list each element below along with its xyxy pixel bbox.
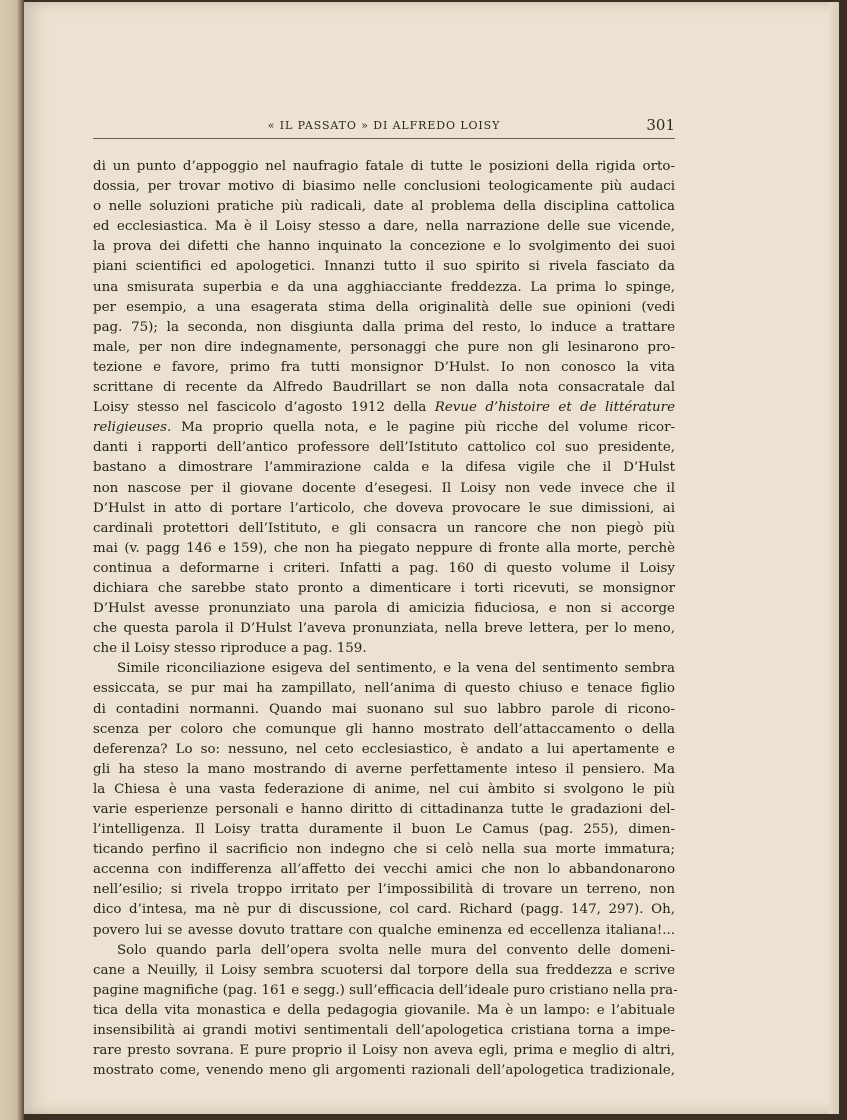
- text-line: [93, 398, 675, 418]
- text-line: [93, 499, 675, 519]
- text-line-content: povero lui se avesse dovuto trattare con qualche eminenza ed eccellenza italiana!...: [93, 922, 675, 938]
- text-line: [93, 1021, 675, 1041]
- body-text: [93, 157, 678, 1081]
- text-line-content: o nelle soluzioni pratiche più radicali, date al problema della disciplina cattolica: [93, 199, 675, 215]
- text-line: [93, 740, 675, 760]
- text-line: [93, 237, 675, 257]
- text-line: [93, 338, 675, 358]
- text-line-content: di contadini normanni. Quando mai suonano sul suo labbro parole di ricono-: [93, 701, 675, 717]
- text-line-content: tezione e favore, primo fra tutti monsignor D’Hulst. Io non conosco la vita: [93, 359, 675, 375]
- text-line: [93, 820, 675, 840]
- text-line: [93, 619, 675, 639]
- text-line-content: che questa parola il D’Hulst l’aveva pronunziata, nella breve lettera, per lo meno,: [93, 621, 675, 637]
- text-line: [93, 438, 675, 458]
- text-line-content: essiccata, se pur mai ha zampillato, nell’anima di questo chiuso e tenace figlio: [93, 681, 675, 697]
- text-line-content: di un punto d’appoggio nel naufragio fatale di tutte le posizioni della rigida orto-: [93, 159, 675, 174]
- text-line-content: Loisy stesso nel fascicolo d’agosto 1912 della: [93, 400, 435, 416]
- text-line: [93, 177, 675, 197]
- text-line-content: nell’esilio; si rivela troppo irritato per l’impossibilità di trovare un terreno, non: [93, 882, 675, 898]
- text-line: [93, 458, 675, 478]
- text-line: [93, 157, 675, 177]
- text-line-content: bastano a dimostrare l’ammirazione calda e la difesa vigile che il D’Hulst: [93, 460, 675, 476]
- text-line: [93, 298, 675, 318]
- text-line: [93, 217, 675, 237]
- previous-page-edge: [0, 0, 24, 1120]
- text-line-content: ticando perfino il sacrificio non indegno che si celò nella sua morte immatura;: [93, 842, 675, 858]
- italic-title: religieuses.: [93, 420, 172, 436]
- text-line: [93, 941, 675, 961]
- text-line: [93, 720, 675, 740]
- text-line: [93, 700, 675, 720]
- text-line: [93, 1061, 675, 1081]
- text-line-content: che il Loisy stesso riproduce a pag. 159.: [93, 641, 367, 657]
- text-line: [93, 880, 675, 900]
- text-line: [93, 418, 675, 438]
- text-line: [93, 840, 675, 860]
- text-line: [93, 780, 675, 800]
- text-line: [93, 900, 675, 920]
- text-line-content: danti i rapporti dell’antico professore dell’Istituto cattolico col suo presidente,: [93, 440, 675, 456]
- text-line-content: Simile riconciliazione esigeva del sentimento, e la vena del sentimento sembra: [117, 661, 675, 677]
- page-header: [93, 110, 675, 139]
- text-line-content: mai (v. pagg 146 e 159), che non ha piegato neppure di fronte alla morte, perchè: [93, 540, 675, 556]
- text-line-content: scenza per coloro che comunque gli hanno mostrato dell’attaccamento o della: [93, 721, 675, 737]
- text-line-content: cane a Neuilly, il Loisy sembra scuotersi dal torpore della sua freddezza e scrive: [93, 962, 675, 978]
- text-line: [93, 860, 675, 880]
- text-line: [93, 579, 675, 599]
- text-line-content: tica della vita monastica e della pedagogia giovanile. Ma è un lampo: e l’abituale: [93, 1002, 675, 1018]
- text-line-content: varie esperienze personali e hanno diritto di cittadinanza tutte le gradazioni del-: [93, 802, 675, 817]
- text-line: [93, 358, 675, 378]
- text-line-content: continua a deformarne i criteri. Infatti a pag. 160 di questo volume il Loisy: [93, 560, 675, 576]
- text-line: [93, 479, 675, 499]
- text-line: [93, 760, 675, 780]
- text-line: [93, 378, 675, 398]
- text-line: [93, 961, 675, 981]
- text-line: [93, 197, 675, 217]
- page-number: 301: [646, 116, 675, 134]
- text-line-content: una smisurata superbia e da una agghiacciante freddezza. La prima lo spinge,: [93, 279, 675, 295]
- text-line: [93, 1041, 675, 1061]
- text-line-content: la Chiesa è una vasta federazione di anime, nel cui àmbito si svolgono le più: [93, 781, 675, 797]
- text-line-content: pagine magnifiche (pag. 161 e segg.) sull’efficacia dell’ideale puro cristiano nella pra-: [93, 982, 678, 998]
- text-line-content: male, per non dire indegnamente, personaggi che pure non gli lesinarono pro-: [93, 339, 675, 355]
- text-line-content: la prova dei difetti che hanno inquinato la concezione e lo svolgimento dei suoi: [93, 239, 675, 255]
- page-fore-edge: [829, 2, 839, 1114]
- text-line: [93, 599, 675, 619]
- text-line-content: dichiara che sarebbe stato pronto a dimenticare i torti ricevuti, se monsignor: [93, 580, 675, 596]
- text-line-content: non nascose per il giovane docente d’esegesi. Il Loisy non vede invece che il: [93, 480, 675, 496]
- text-line: [93, 539, 675, 559]
- text-line: [93, 981, 678, 1001]
- text-line-content: dossia, per trovar motivo di biasimo nelle conclusioni teologicamente più audaci: [93, 179, 675, 195]
- text-line-content: scrittane di recente da Alfredo Baudrillart se non dalla nota consacratale dal: [93, 380, 675, 396]
- text-line-content: Ma proprio quella nota, e le pagine più ricche del volume ricor-: [171, 420, 675, 436]
- text-line-content: pag. 75); la seconda, non disgiunta dalla prima del resto, lo induce a trattare: [93, 319, 675, 335]
- text-line-content: per esempio, a una esagerata stima della originalità delle sue opinioni (vedi: [93, 299, 675, 315]
- text-line-content: rare presto sovrana. E pure proprio il Loisy non aveva egli, prima e meglio di altri,: [93, 1043, 675, 1059]
- text-line: [93, 800, 675, 820]
- text-line: [93, 921, 675, 941]
- text-line-content: D’Hulst in atto di portare l’articolo, che doveva provocare le sue dimissioni, ai: [93, 500, 675, 516]
- text-line: [93, 1001, 675, 1021]
- text-line-content: gli ha steso la mano mostrando di averne perfettamente inteso il pensiero. Ma: [93, 761, 675, 777]
- text-line-content: l’intelligenza. Il Loisy tratta duramente il buon Le Camus (pag. 255), dimen-: [93, 822, 675, 838]
- text-line-content: mostrato come, venendo meno gli argomenti razionali dell’apologetica tradizionale,: [93, 1063, 675, 1079]
- text-line-content: Solo quando parla dell’opera svolta nelle mura del convento delle domeni-: [117, 942, 675, 958]
- running-title: « IL PASSATO » DI ALFREDO LOISY: [267, 119, 501, 132]
- text-line: [93, 519, 675, 539]
- text-line-content: piani scientifici ed apologetici. Innanzi tutto il suo spirito si rivela fasciato da: [93, 259, 675, 275]
- text-line-content: insensibilità ai grandi motivi sentimentali dell’apologetica cristiana torna a impe-: [93, 1023, 675, 1039]
- text-line: [93, 257, 675, 277]
- text-line: [93, 659, 675, 679]
- text-line-content: D’Hulst avesse pronunziato una parola di amicizia fiduciosa, e non si accorge: [93, 601, 675, 617]
- text-line-content: accenna con indifferenza all’affetto dei vecchi amici che non lo abbandonarono: [93, 862, 675, 878]
- text-line-content: ed ecclesiastica. Ma è il Loisy stesso a dare, nella narrazione delle sue vicende,: [93, 219, 675, 235]
- text-line-content: dico d’intesa, ma nè pur di discussione, col card. Richard (pagg. 147, 297). Oh,: [93, 902, 675, 918]
- text-line: [93, 318, 675, 338]
- text-line: [93, 278, 675, 298]
- text-line: [93, 639, 675, 659]
- text-line-content: cardinali protettori dell’Istituto, e gli consacra un rancore che non piegò più: [93, 520, 675, 536]
- text-line: [93, 559, 675, 579]
- italic-title: Revue d’histoire et de littérature: [434, 400, 675, 416]
- text-line: [93, 679, 675, 699]
- text-line-content: deferenza? Lo so: nessuno, nel ceto ecclesiastico, è andato a lui apertamente e: [93, 741, 675, 757]
